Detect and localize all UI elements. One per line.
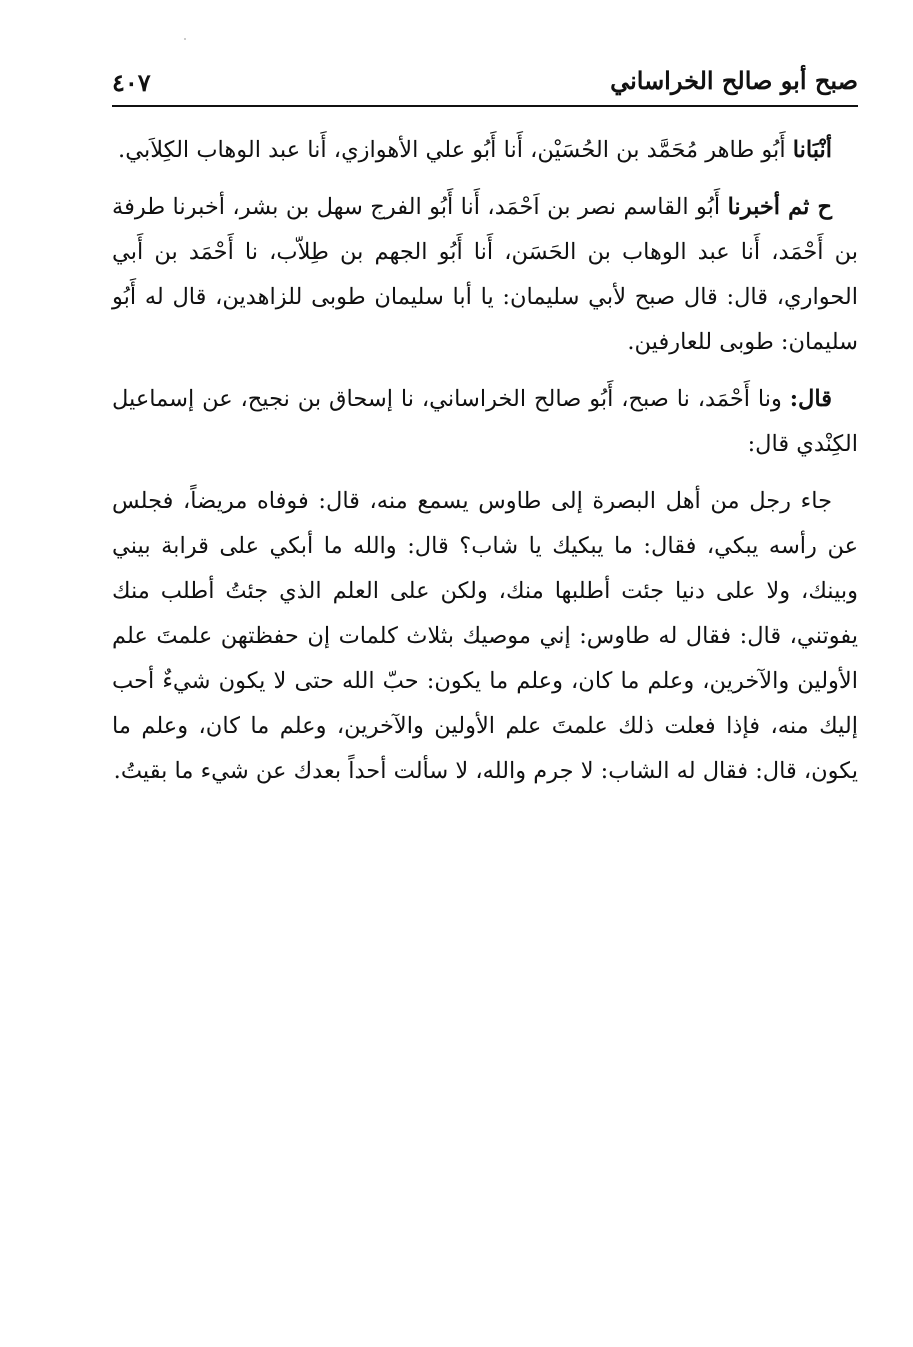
paragraph-text: أَبُو طاهر مُحَمَّد بن الحُسَيْن، أَنا أَبُو علي الأهوازي، أَنا عبد الوهاب الكِلاَبي. xyxy=(118,137,793,163)
scan-speck xyxy=(184,38,186,40)
paragraph-text: جاء رجل من أهل البصرة إلى طاوس يسمع منه، قال: فوفاه مريضاً، فجلس عن رأسه يبكي، فقال: ما يبكيك يا شاب؟ قال: والله ما أبكي على قرابة بيني وبينك، ولا على دنيا جئت أطلبها منك، ولكن على العلم الذي جئتُ أطلب منك يفوتني، قال: فقال له طاوس: إني موصيك بثلاث كلمات إن حفظتهن علمتَ علم الأولين والآخرين، وعلم ما كان، وعلم ما يكون: حبّ الله حتى لا يكون شيءٌ أحب إليك منه، فإذا فعلت ذلك علمتَ علم الأولين والآخرين، وعلم ما كان، وعلم ما يكون، قال: فقال له الشاب: لا جرم والله، لا سألت أحداً بعدك عن شيء ما بقيتُ. xyxy=(112,488,858,784)
running-title: صبح أبو صالح الخراساني xyxy=(610,66,858,95)
paragraph-text: أَبُو القاسم نصر بن اَحْمَد، أَنا أَبُو الفرج سهل بن بشر، أخبرنا طرفة بن أَحْمَد، أَنا عبد الوهاب بن الحَسَن، أَنا أَبُو الجهم بن طِلاّب، نا أَحْمَد بن أَبي الحواري، قال: قال صبح لأبي سليمان: يا أبا سليمان طوبى للزاهدين، قال له أَبُو سليمان: طوبى للعارفين. xyxy=(112,194,858,355)
paragraph-isnad-3 xyxy=(112,377,858,467)
paragraph-text: ونا أَحْمَد، نا صبح، أَبُو صالح الخراساني، نا إسحاق بن نجيح، عن إسماعيل الكِنْدي قال: xyxy=(112,386,858,457)
page-header xyxy=(112,62,858,102)
header-rule xyxy=(112,105,858,107)
paragraph-lead: قال: xyxy=(789,386,832,412)
paragraph-narrative xyxy=(112,479,858,794)
paragraph-isnad-1 xyxy=(112,128,858,173)
paragraph-lead: أنْبَانا xyxy=(792,137,832,163)
page-number: ٤٠٧ xyxy=(112,68,151,97)
body-text xyxy=(112,128,858,794)
paragraph-isnad-2 xyxy=(112,185,858,365)
paragraph-lead: ح ثم أخبرنا xyxy=(727,194,832,220)
